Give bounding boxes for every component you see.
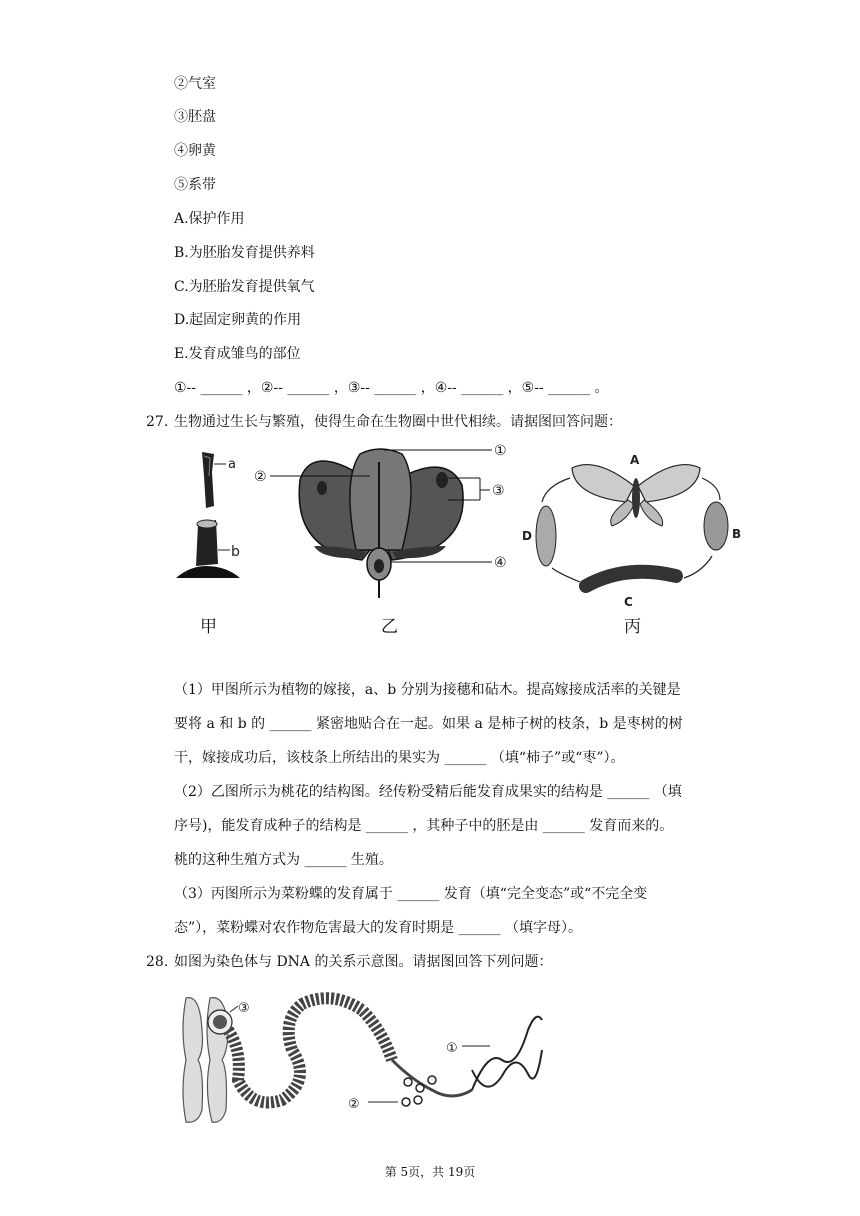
label-A: A (630, 453, 640, 467)
label-1: ① (446, 1041, 458, 1056)
label-D: D (522, 529, 532, 543)
question-number: 27. (146, 414, 169, 430)
caption-yi: 乙 (381, 617, 398, 637)
label-1: ① (494, 443, 507, 459)
option-line: ④卵黄 (174, 143, 216, 159)
q27-line-4: （2）乙图所示为桃花的结构图。经传粉受精后能发育成果实的结构是 ______ （填 (174, 784, 682, 800)
label-2: ② (254, 469, 267, 485)
label-4: ④ (494, 555, 507, 571)
label-3: ③ (492, 483, 505, 499)
grafting-figure (170, 446, 260, 586)
page-footer: 第 5页，共 19页 (384, 1165, 476, 1179)
option-line: E.发育成雏鸟的部位 (174, 346, 301, 362)
caption-bing: 丙 (624, 617, 641, 637)
option-line: ②气室 (174, 76, 216, 92)
option-line: ③胚盘 (174, 109, 216, 125)
label-a: a (228, 457, 236, 472)
flower-figure (252, 440, 517, 600)
life-cycle-figure (516, 446, 751, 606)
q27-line-5: 序号)，能发育成种子的结构是 ______ ，其种子中的胚是由 ______ 发育而来的。 (174, 818, 674, 834)
label-2: ② (348, 1097, 360, 1112)
option-line: B.为胚胎发育提供养料 (174, 245, 315, 261)
q27-line-6: 桃的这种生殖方式为 ______ 生殖。 (174, 852, 393, 868)
q27-line-1: （1）甲图所示为植物的嫁接，a、b 分别为接穗和砧木。提高嫁接成活率的关键是 (174, 682, 681, 698)
label-b: b (231, 544, 240, 560)
option-line: C.为胚胎发育提供氧气 (174, 279, 315, 295)
q27-line-3: 干，嫁接成功后，该枝条上所结出的果实为 ______ （填“柿子”或“枣”）。 (174, 750, 625, 766)
label-C: C (624, 595, 633, 606)
q27-line-8: 态”），菜粉蝶对农作物危害最大的发育时期是 ______ （填字母）。 (174, 920, 583, 936)
label-3: ③ (238, 1001, 250, 1016)
caption-jia: 甲 (200, 617, 217, 637)
q27-line-7: （3）丙图所示为菜粉蝶的发育属于 ______ 发育（填“完全变态”或“不完全变 (174, 886, 648, 902)
q27-line-2: 要将 a 和 b 的 ______ 紧密地贴合在一起。如果 a 是柿子树的枝条，b 是枣树的树 (174, 716, 683, 732)
question-number: 28. (146, 954, 169, 970)
chromosome-dna-figure (172, 990, 552, 1130)
answer-line: ①-- ______ ，②-- ______ ，③-- ______ ，④-- ______ ，⑤-- ______ 。 (174, 380, 609, 396)
question-stem: 生物通过生长与繁殖，使得生命在生物圈中世代相续。请据图回答问题： (174, 414, 622, 430)
option-line: A.保护作用 (174, 211, 245, 227)
option-line: ⑤系带 (174, 177, 216, 193)
option-line: D.起固定卵黄的作用 (174, 312, 302, 328)
label-B: B (732, 527, 742, 541)
question-stem: 如图为染色体与 DNA 的关系示意图。请据图回答下列问题： (174, 954, 553, 970)
